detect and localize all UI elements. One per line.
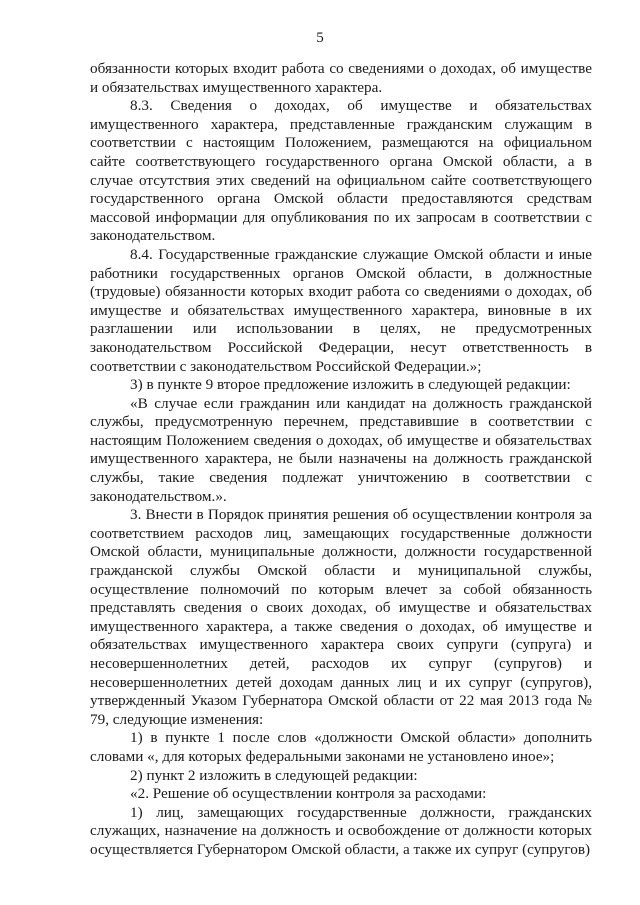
document-body: [90, 60, 592, 860]
paragraph-continuation: обязанности которых входит работа со сведениями о доходах, об имуществе и обязательствах имущественного характера.: [90, 60, 592, 96]
page-number: 5: [316, 30, 324, 46]
paragraph-item-3: 3) в пункте 9 второе предложение изложить в следующей редакции:: [130, 376, 571, 394]
paragraph-subitem-2: 2) пункт 2 изложить в следующей редакции:: [130, 766, 418, 784]
paragraph-subitem-1: 1) в пункте 1 после слов «должности Омской области» дополнить словами «, для которых федеральными законами не установлено иное»;: [90, 729, 592, 765]
paragraph-section-3: 3. Внести в Порядок принятия решения об осуществлении контроля за соответствием расходов лиц, замещающих государственные должности Омской области, муниципальные должности, должности государственной гражданской службы Омской области и муниципальной службы, осуществление полномочий по которым влечет за собой обязанность представлять сведения о своих доходах, об имуществе и обязательствах имущественного характера, а также сведения о доходах, об имуществе и обязательствах имущественного характера своих супруги (супруга) и несовершеннолетних детей, расходов их супруг (супругов) и несовершеннолетних детей доходам данных лиц и их супруг (супругов), утвержденный Указом Губернатора Омской области от 22 мая 2013 года № 79, следующие изменения:: [90, 506, 592, 728]
paragraph-8-4: 8.4. Государственные гражданские служащие Омской области и иные работники государственных органов Омской области, в должностные (трудовые) обязанности которых входит работа со сведениями о доходах, об имуществе и обязательствах имущественного характера, виновные в их разглашении или использовании в целях, не предусмотренных законодательством Российской Федерации, несут ответственность в соответствии с законодательством Российской Федерации.»;: [90, 245, 592, 375]
paragraph-decision-2: «2. Решение об осуществлении контроля за расходами:: [130, 785, 487, 803]
paragraph-decision-2-1: 1) лиц, замещающих государственные должности, гражданских служащих, назначение на должность и освобождение от должности которых осуществляется Губернатором Омской области, а также их супруг (супругов): [90, 803, 592, 858]
paragraph-8-3: 8.3. Сведения о доходах, об имуществе и обязательствах имущественного характера, представленные гражданским служащим в соответствии с настоящим Положением, размещаются на официальном сайте соответствующего государственного органа Омской области, а в случае отсутствия этих сведений на официальном сайте соответствующего государственного органа Омской области предоставляются средствам массовой информации для опубликования по их запросам в соответствии с законодательством.: [90, 97, 592, 245]
paragraph-quote: «В случае если гражданин или кандидат на должность гражданской службы, предусмотренную перечнем, представившие в соответствии с настоящим Положением сведения о доходах, об имуществе и обязательствах имущественного характера, не были назначены на должность гражданской службы, такие сведения подлежат уничтожению в соответствии с законодательством.».: [90, 394, 592, 505]
